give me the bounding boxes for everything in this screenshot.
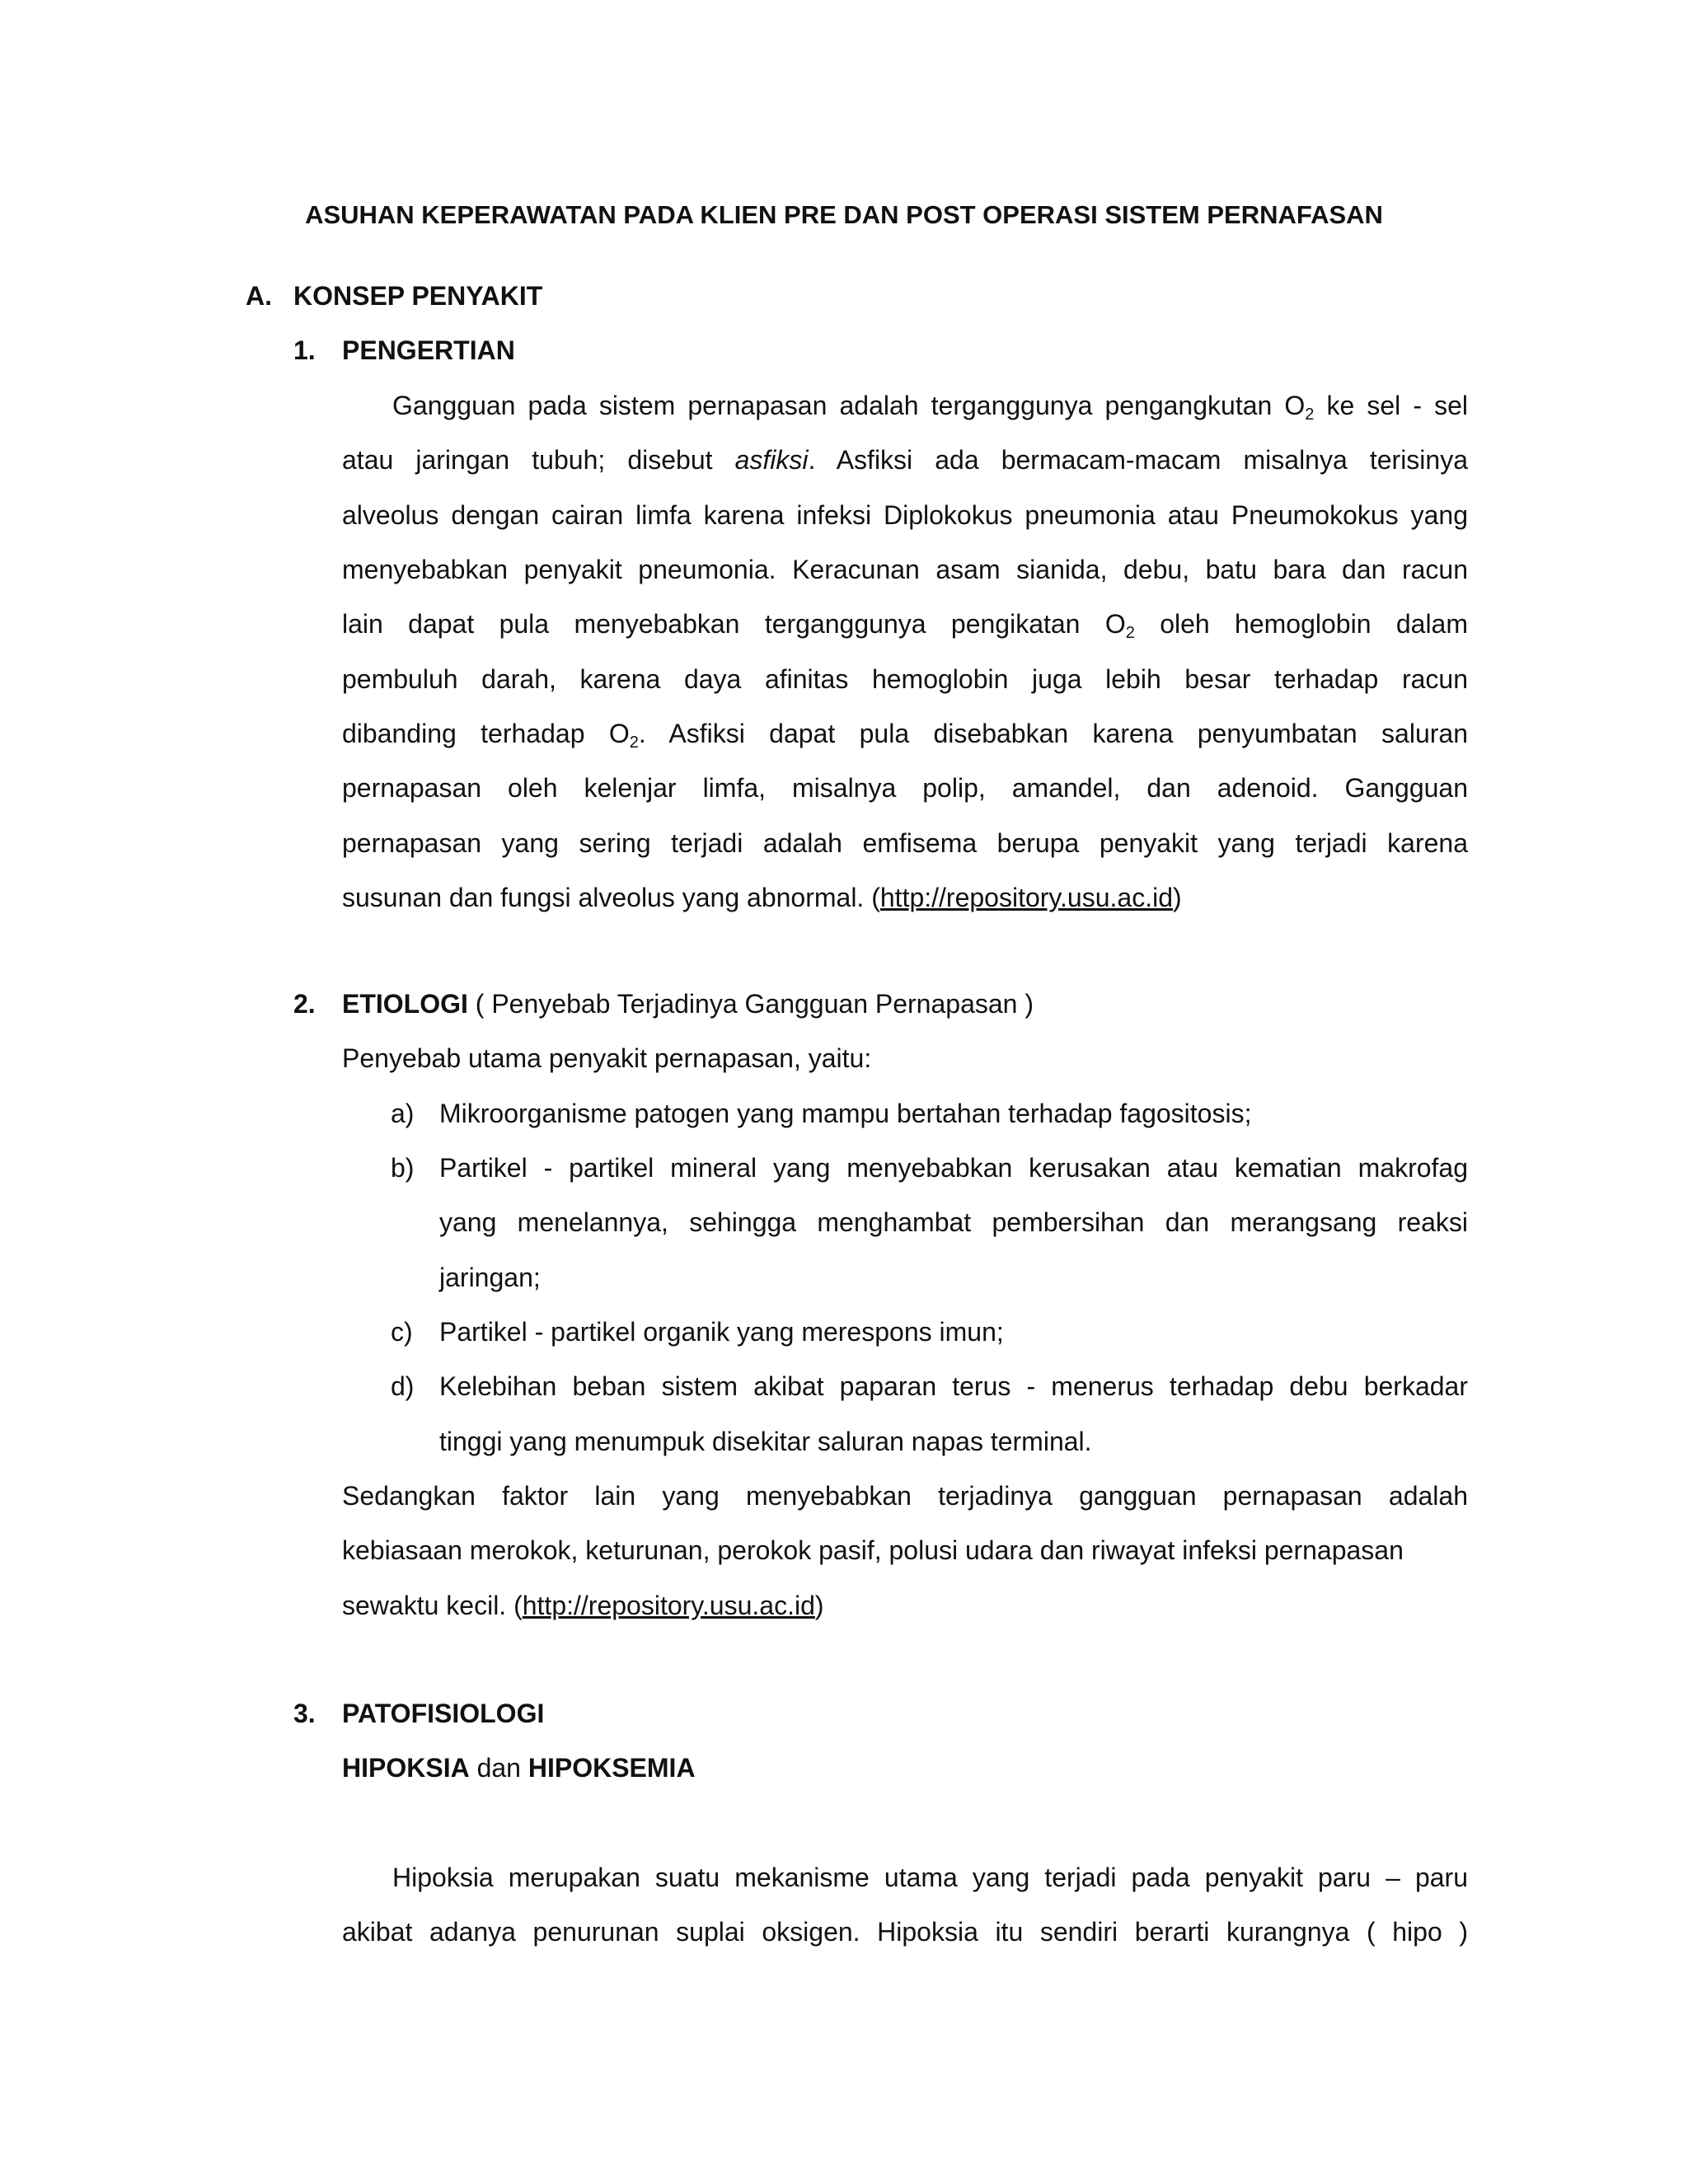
section-1-number: 1. <box>293 335 316 365</box>
list-item-b-line-1: Partikel - partikel mineral yang menyebabkan kerusakan atau kematian makrofag <box>439 1153 1468 1183</box>
patofisiologi-line-2: akibat adanya penurunan suplai oksigen. Hipoksia itu sendiri berarti kurangnya ( hipo ) <box>342 1917 1468 1947</box>
list-marker-c: c) <box>391 1317 413 1347</box>
pengertian-line-4: menyebabkan penyakit pneumonia. Keracunan asam sianida, debu, batu bara dan racun <box>342 555 1468 584</box>
pengertian-line-6: pembuluh darah, karena daya afinitas hemoglobin juga lebih besar terhadap racun <box>342 664 1468 694</box>
pengertian-line-8: pernapasan oleh kelenjar limfa, misalnya polip, amandel, dan adenoid. Gangguan <box>342 773 1468 803</box>
section-a-heading: KONSEP PENYAKIT <box>293 281 543 311</box>
section-2-number: 2. <box>293 989 316 1019</box>
section-3-heading: PATOFISIOLOGI <box>342 1699 545 1728</box>
pengertian-line-9: pernapasan yang sering terjadi adalah emfisema berupa penyakit yang terjadi karena <box>342 828 1468 858</box>
list-item-a-line-1: Mikroorganisme patogen yang mampu bertahan terhadap fagositosis; <box>439 1099 1252 1128</box>
list-item-c-line-1: Partikel - partikel organik yang merespons imun; <box>439 1317 1004 1347</box>
etiologi-para-line-2: kebiasaan merokok, keturunan, perokok pasif, polusi udara dan riwayat infeksi pernapasan <box>342 1535 1404 1565</box>
list-item-b-line-2: yang menelannya, sehingga menghambat pembersihan dan merangsang reaksi <box>439 1207 1468 1237</box>
repository-link-1[interactable]: http://repository.usu.ac.id <box>879 883 1173 912</box>
list-item-b-line-3: jaringan; <box>439 1263 541 1292</box>
repository-link-2[interactable]: http://repository.usu.ac.id <box>522 1591 815 1620</box>
pengertian-line-1: Gangguan pada sistem pernapasan adalah terganggunya pengangkutan $O_2$ ke sel - sel <box>392 391 1469 424</box>
list-marker-a: a) <box>391 1099 415 1128</box>
section-3-number: 3. <box>293 1699 316 1728</box>
list-item-d-line-2: tinggi yang menumpuk disekitar saluran napas terminal. <box>439 1427 1092 1456</box>
pengertian-line-10: susunan dan fungsi alveolus yang abnormal. (http://repository.usu.ac.id) <box>342 883 1182 912</box>
pengertian-line-3: alveolus dengan cairan limfa karena infeksi Diplokokus pneumonia atau Pneumokokus yang <box>342 500 1468 530</box>
hipoksia-subheading: HIPOKSIA dan HIPOKSEMIA <box>342 1753 696 1783</box>
etiologi-para-line-3: sewaktu kecil. (http://repository.usu.ac.id) <box>342 1591 824 1620</box>
pengertian-line-5: lain dapat pula menyebabkan terganggunya pengikatan $O_2$ oleh hemoglobin dalam <box>342 609 1469 642</box>
section-a-marker: A. <box>246 281 272 311</box>
list-marker-d: d) <box>391 1371 415 1401</box>
list-marker-b: b) <box>391 1153 415 1183</box>
pengertian-line-7: dibanding terhadap $O_2$. Asfiksi dapat pula disebabkan karena penyumbatan saluran <box>342 719 1469 752</box>
patofisiologi-line-1: Hipoksia merupakan suatu mekanisme utama yang terjadi pada penyakit paru – paru <box>392 1863 1468 1892</box>
etiologi-para-line-1: Sedangkan faktor lain yang menyebabkan terjadinya gangguan pernapasan adalah <box>342 1481 1468 1511</box>
document-title: ASUHAN KEPERAWATAN PADA KLIEN PRE DAN POST OPERASI SISTEM PERNAFASAN <box>305 200 1383 229</box>
etiologi-intro: Penyebab utama penyakit pernapasan, yaitu: <box>342 1043 872 1073</box>
section-1-heading: PENGERTIAN <box>342 335 515 365</box>
section-2-heading: ETIOLOGI ( Penyebab Terjadinya Gangguan Pernapasan ) <box>342 989 1034 1019</box>
pengertian-line-2: atau jaringan tubuh; disebut asfiksi. Asfiksi ada bermacam-macam misalnya terisinya <box>342 445 1469 475</box>
list-item-d-line-1: Kelebihan beban sistem akibat paparan terus - menerus terhadap debu berkadar <box>439 1371 1468 1401</box>
